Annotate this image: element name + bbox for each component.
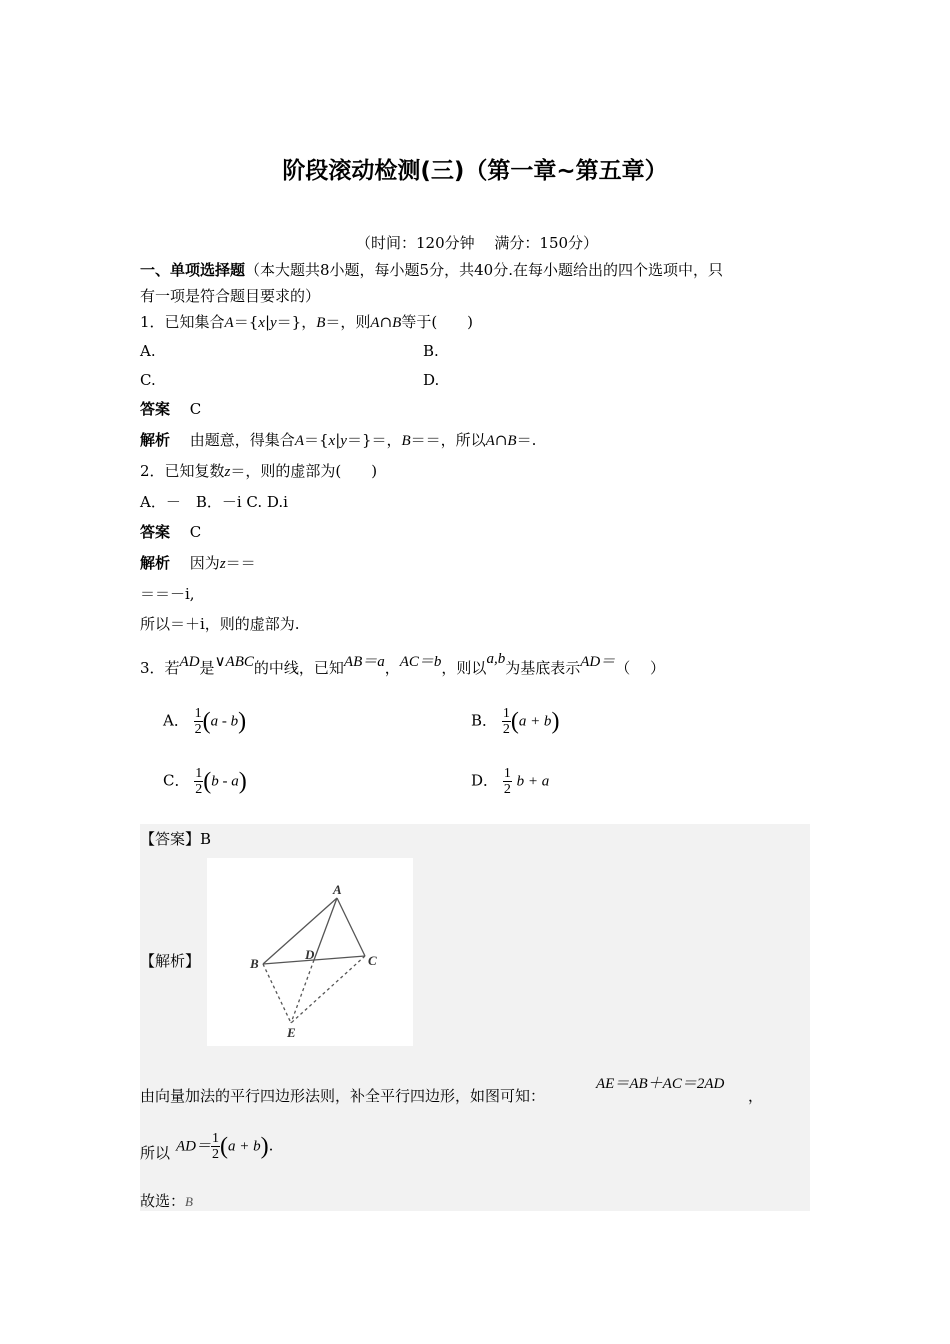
label-d: D [305, 947, 315, 962]
q2-options: A．－ B．－i C. D.i [140, 493, 288, 511]
text: ＝{ [233, 313, 259, 331]
q1-option-c: C. [140, 371, 156, 389]
var: y [340, 433, 347, 449]
text: 是 [199, 659, 215, 677]
line-ad [314, 898, 337, 960]
paren: ) [238, 708, 247, 735]
expr: b - a [211, 773, 239, 790]
formula-rhs: a + b [228, 1138, 261, 1155]
text: ＝{ [303, 431, 329, 449]
paren: ) [551, 708, 560, 735]
q3-analysis-text2: 所以 [140, 1144, 171, 1162]
paren: ( [510, 708, 519, 735]
denominator: 2 [194, 722, 202, 737]
q3-option-a [163, 706, 246, 737]
var: z [224, 464, 231, 480]
denominator: 2 [503, 782, 511, 797]
text: （ ） [615, 659, 665, 677]
q3-answer: 【答案】B [140, 830, 212, 848]
option-label: D． [471, 771, 499, 790]
var: ABC [225, 654, 254, 670]
var: B [392, 315, 402, 331]
label-c: C [368, 953, 377, 968]
text: ，则以 [441, 659, 487, 677]
choose-value: B [185, 1194, 193, 1209]
q2-analysis [140, 553, 256, 574]
q2-stem [140, 461, 377, 482]
q2-analysis-line2: ＝＝－i, [140, 585, 195, 603]
text: ∩ [494, 431, 508, 449]
numerator: 1 [502, 706, 510, 721]
label-e: E [287, 1025, 296, 1040]
line-ac [337, 898, 365, 956]
line-de [291, 960, 314, 1023]
q3-formula1 [596, 1072, 724, 1093]
text: 由题意，得集合 [189, 431, 295, 449]
text: ＝＝，所以 [410, 431, 486, 449]
var: B [507, 433, 517, 449]
var: x [328, 433, 336, 449]
line-ab [263, 898, 337, 964]
q2-analysis-line3: 所以＝＋i，则的虚部为. [140, 615, 300, 633]
expr: b + a [516, 773, 550, 790]
q1-option-a: A. [140, 342, 156, 360]
triangle-symbol: ∨ [214, 652, 226, 670]
exam-meta: （时间：120分钟 满分：150分） [356, 234, 599, 252]
option-label: A． [163, 711, 189, 730]
figure-svg [207, 858, 413, 1046]
text: ＝. [516, 431, 537, 449]
vector-ad-eq: AD＝ [580, 654, 616, 670]
option-label: B． [471, 711, 498, 730]
expr: a + b [518, 713, 552, 730]
var: A [370, 315, 380, 331]
answer-value: C [189, 523, 202, 541]
formula-lhs: AD＝ [176, 1138, 211, 1155]
var: y [270, 315, 277, 331]
line-ce [291, 956, 365, 1023]
q3-formula2 [176, 1131, 273, 1162]
section-heading [140, 260, 723, 280]
label-b: B [250, 956, 259, 971]
text: 因为 [189, 554, 220, 572]
q3-option-d [471, 766, 549, 797]
text: 为基底表示 [505, 659, 581, 677]
text: 故选： [140, 1192, 186, 1210]
text: 1．已知集合 [140, 313, 225, 331]
var: z [219, 556, 226, 572]
var: B [401, 433, 411, 449]
vector-ad: AD [179, 654, 200, 670]
q3-comma: ， [748, 1087, 764, 1105]
text: | [264, 313, 270, 331]
text: . [268, 1136, 274, 1155]
denominator: 2 [212, 1147, 219, 1162]
analysis-label: 解析 [140, 431, 171, 449]
q2-answer [140, 522, 201, 542]
var: x [258, 315, 265, 331]
paren: ( [220, 1133, 228, 1160]
q1-analysis [140, 430, 536, 451]
formula: AE＝AB＋AC＝2AD [596, 1076, 725, 1092]
paren: ( [202, 708, 211, 735]
var: A [485, 433, 495, 449]
line-be [263, 964, 291, 1023]
denominator: 2 [195, 782, 203, 797]
denominator: 2 [502, 722, 510, 737]
fraction-half [503, 766, 512, 797]
q3-stem [140, 651, 665, 679]
var: B [316, 315, 326, 331]
section-title: 一、单项选择题 [140, 261, 246, 279]
q1-option-d: D. [423, 371, 440, 389]
text: ∩ [379, 313, 393, 331]
q1-option-b: B. [423, 342, 439, 360]
text: 2．已知复数 [140, 462, 225, 480]
text: ＝＝ [225, 554, 256, 572]
numerator: 1 [195, 766, 203, 781]
q1-answer [140, 399, 201, 419]
label-a: A [333, 882, 342, 897]
expr: a - b [210, 713, 239, 730]
var: A [294, 433, 304, 449]
q3-choose [140, 1191, 193, 1212]
fraction-half [194, 706, 203, 737]
paren: ) [260, 1133, 269, 1160]
vector-ab-eq: AB＝a [343, 654, 385, 670]
section-desc-1: （本大题共8小题，每小题5分，共40分.在每小题给出的四个选项中，只 [245, 261, 723, 279]
answer-label: 答案 [140, 400, 171, 418]
text: 等于( ) [401, 313, 474, 331]
fraction-half [502, 706, 511, 737]
numerator: 1 [212, 1131, 219, 1146]
paren: ( [203, 768, 212, 795]
text: 3．若 [140, 659, 180, 677]
text: ， [384, 659, 400, 677]
section-desc-2: 有一项是符合题目要求的） [140, 287, 321, 305]
parallelogram-figure [207, 858, 413, 1046]
text: | [335, 431, 341, 449]
vars-ab: a,b [486, 651, 506, 667]
numerator: 1 [194, 706, 202, 721]
analysis-label: 解析 [140, 554, 171, 572]
option-label: C． [163, 771, 190, 790]
fraction-half [194, 766, 203, 797]
q1-stem [140, 312, 473, 333]
answer-label: 答案 [140, 523, 171, 541]
q3-option-b [471, 706, 559, 737]
paren: ) [238, 768, 247, 795]
text: ＝}＝， [346, 431, 402, 449]
text: ＝，则的虚部为( ) [230, 462, 378, 480]
vector-ac-eq: AC＝b [399, 654, 442, 670]
answer-value: C [189, 400, 202, 418]
numerator: 1 [503, 766, 511, 781]
text: 的中线，已知 [253, 659, 344, 677]
q3-analysis-text1: 由向量加法的平行四边形法则，补全平行四边形，如图可知： [140, 1087, 546, 1105]
text: ＝}， [276, 313, 317, 331]
q3-option-c [163, 766, 247, 797]
page-title: 阶段滚动检测(三)（第一章~第五章） [282, 158, 668, 184]
text: ＝，则 [325, 313, 371, 331]
fraction-half [211, 1131, 220, 1162]
var: A [224, 315, 234, 331]
q3-analysis-label: 【解析】 [140, 952, 201, 970]
